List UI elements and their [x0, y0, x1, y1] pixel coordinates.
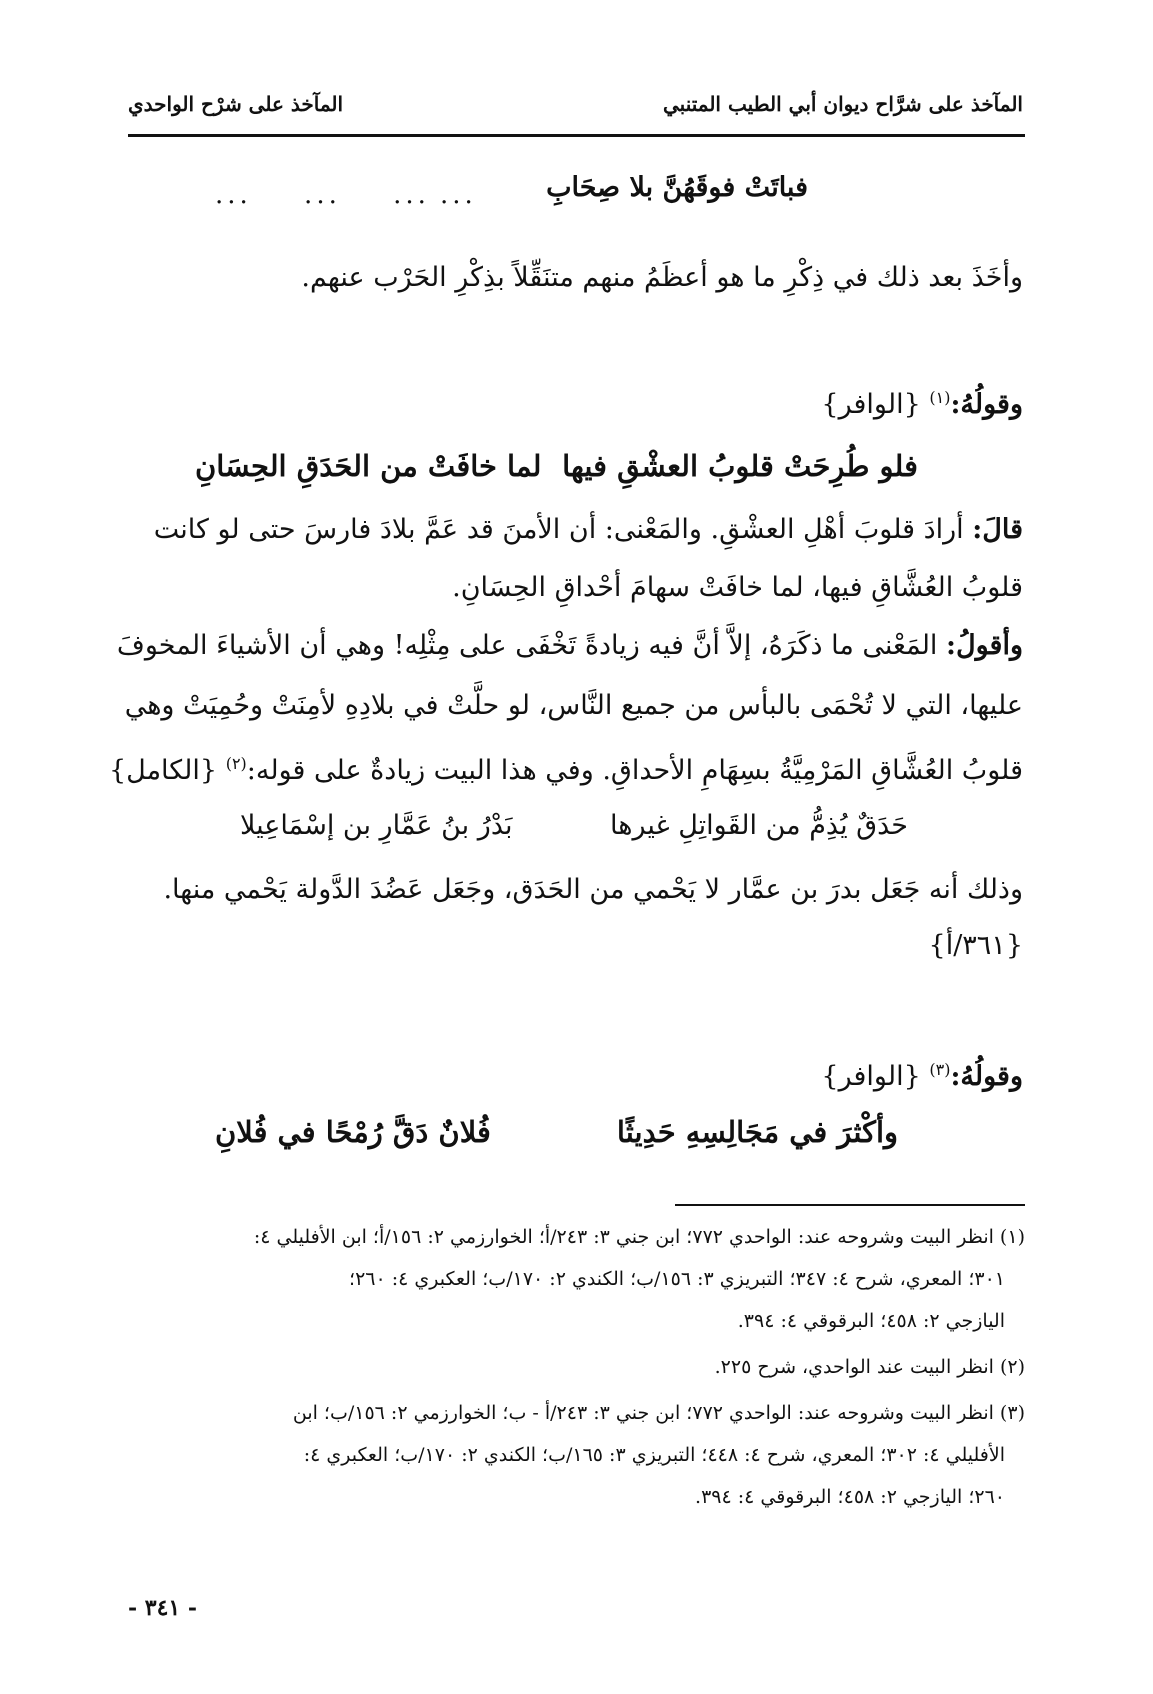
meter-name: {الوافر}: [821, 1061, 921, 1092]
footnote-line: ٢٦٠؛ اليازجي ٢: ٤٥٨؛ البرقوقي ٤: ٣٩٤.: [695, 1486, 1005, 1508]
verse-intro: [128, 378, 1023, 425]
footnote-ref: (١): [929, 388, 951, 407]
verse1-middle-dots: ...: [440, 180, 477, 210]
page-number: - ٣٤١ -: [128, 1595, 198, 1621]
running-header: [128, 92, 1023, 132]
footnote-line: (١) انظر البيت وشروحه عند: الواحدي ٧٧٢؛ ابن جني ٣: ٢٤٣/أ؛ الخوارزمي ٢: ١٥٦/أ؛ ابن الأفليلي ٤:: [253, 1226, 1025, 1248]
verse3-hemistich-left: بَدْرُ بنُ عَمَّارِ بن إسْمَاعِيلا: [240, 810, 513, 841]
body-line: قلوبُ العُشَّاقِ المَرْمِيَّةُ بسِهَامِ الأحداقِ. وفي هذا البيت زيادةٌ على قوله:$^{(٢)}$ {الكامل}: [108, 754, 1023, 786]
footnote-line: (٢) انظر البيت عند الواحدي، شرح ٢٢٥.: [714, 1356, 1025, 1378]
qala-keyword: قالَ:: [972, 514, 1023, 545]
footnote-ref: (٣): [929, 1060, 951, 1079]
folio-reference: {٣٦١/أ}: [928, 930, 1023, 961]
footnote-line: اليازجي ٢: ٤٥٨؛ البرقوقي ٤: ٣٩٤.: [737, 1310, 1005, 1332]
body-line: وأقولُ: المَعْنى ما ذكَرَهُ، إلاَّ أنَّ فيه زيادةً تَخْفَى على مِثْلِه! وهي أن الأشياءَ المخوفَ: [116, 630, 1023, 661]
intro-keyword: وقولُهُ:: [950, 1061, 1023, 1092]
body-line: قالَ: أرادَ قلوبَ أهْلِ العشْقِ. والمَعْنى: أن الأمنَ قد عَمَّ بلادَ فارسَ حتى لو كانت: [153, 514, 1023, 545]
intro-keyword: وقولُهُ:: [950, 389, 1023, 420]
verse-intro: [128, 1050, 1023, 1097]
body-line: عليها، التي لا تُحْمَى بالبأس من جميع النَّاس، لو حلَّتْ في بلادِهِ لأمِنَتْ وحُمِيَتْ وهي: [124, 690, 1023, 721]
aqul-keyword: وأقولُ:: [946, 630, 1023, 661]
verse1-hemistich-right: فباتَتْ فوقَهُنَّ بلا صِحَابِ: [546, 172, 808, 203]
verse3-hemistich-right: حَدَقٌ يُذِمُّ من القَواتِلِ غيرها: [610, 810, 908, 841]
meter-name: {الكامل}: [108, 755, 218, 786]
chapter-title: المآخذ على شرْح الواحدي: [128, 92, 344, 116]
footnote-line: (٣) انظر البيت وشروحه عند: الواحدي ٧٧٢؛ ابن جني ٣: ٢٤٣/أ - ب؛ الخوارزمي ٢: ١٥٦/ب؛ ابن: [292, 1402, 1025, 1424]
verse4-hemistich-right: وأكْثرَ في مَجَالِسِهِ حَدِيثًا: [616, 1115, 898, 1149]
footnote-ref: (٢): [225, 754, 247, 773]
verse2-hemistich-right: فلو طُرِحَتْ قلوبُ العشْقِ فيها: [562, 449, 918, 483]
header-rule: [128, 134, 1025, 137]
verse4-hemistich-left: فُلانٌ دَقَّ رُمْحًا في فُلانِ: [215, 1115, 491, 1149]
book-title: المآخذ على شرَّاح ديوان أبي الطيب المتنبي: [663, 92, 1023, 116]
footnote-line: ٣٠١؛ المعري، شرح ٤: ٣٤٧؛ التبريزي ٣: ١٥٦/ب؛ الكندي ٢: ١٧٠/ب؛ العكبري ٤: ٢٦٠؛: [349, 1268, 1005, 1290]
verse1-left-dots: ... ... ...: [215, 180, 430, 210]
verse2-hemistich-left: لما خافَتْ من الحَدَقِ الحِسَانِ: [195, 449, 542, 483]
footnote-line: الأفليلي ٤: ٣٠٢؛ المعري، شرح ٤: ٤٤٨؛ التبريزي ٣: ١٦٥/ب؛ الكندي ٢: ١٧٠/ب؛ العكبري ٤:: [303, 1444, 1005, 1466]
meter-name: {الوافر}: [821, 389, 921, 420]
body-line: وأخَذَ بعد ذلك في ذِكْرِ ما هو أعظَمُ منهم متنَقِّلاً بذِكْرِ الحَرْب عنهم.: [301, 262, 1023, 293]
body-line: وذلك أنه جَعَل بدرَ بن عمَّار لا يَحْمي من الحَدَق، وجَعَل عَضُدَ الدَّولة يَحْمي منها.: [163, 874, 1023, 905]
body-line: قلوبُ العُشَّاقِ فيها، لما خافَتْ سهامَ أحْداقِ الحِسَانِ.: [452, 572, 1023, 603]
footnote-rule: [675, 1204, 1025, 1206]
